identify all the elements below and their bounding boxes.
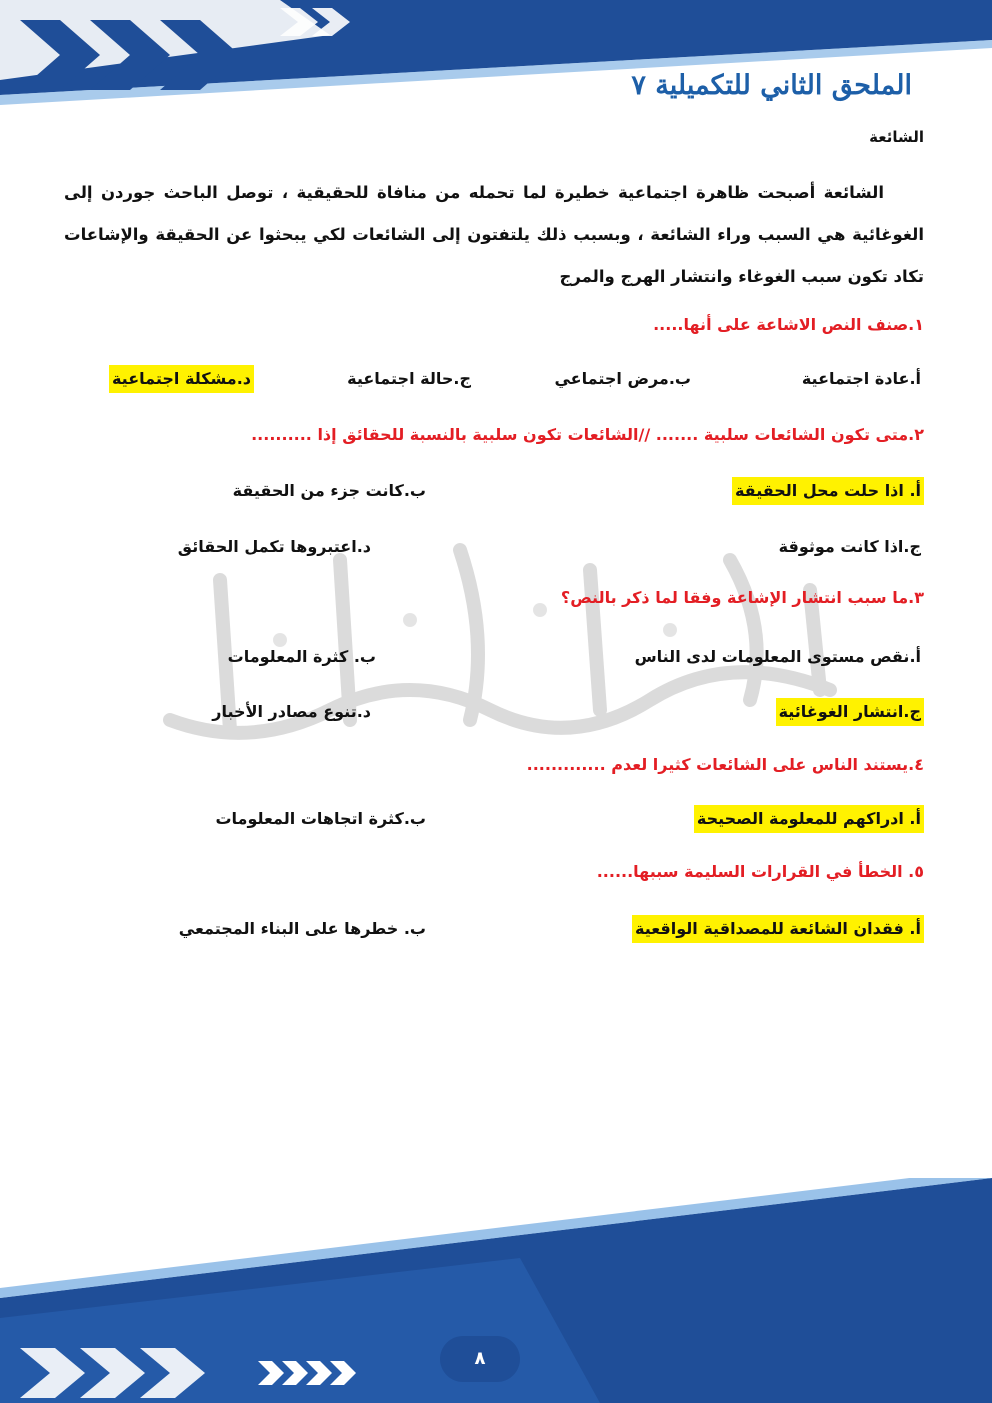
question-5-options bbox=[60, 915, 924, 949]
question-3-options-row2 bbox=[60, 698, 924, 732]
page-title: الملحق الثاني للتكميلية ٧ bbox=[631, 70, 912, 101]
option-a-highlighted[interactable]: أ. اذا حلت محل الحقيقة bbox=[732, 477, 924, 505]
question-2-options-row2 bbox=[60, 533, 924, 567]
option-c-highlighted[interactable]: ج.انتشار الغوغائية bbox=[776, 698, 924, 726]
option-a[interactable]: أ.نقص مستوى المعلومات لدى الناس bbox=[634, 647, 921, 666]
option-b[interactable]: ب.كانت جزء من الحقيقة bbox=[232, 481, 426, 500]
option-c[interactable]: ج.حالة اجتماعية bbox=[347, 369, 471, 388]
question-1: ١.صنف النص الاشاعة على أنها..... bbox=[653, 315, 924, 334]
option-b[interactable]: ب. كثرة المعلومات bbox=[227, 647, 376, 666]
page-number: ٨ bbox=[440, 1336, 520, 1382]
option-c[interactable]: ج.اذا كانت موثوقة bbox=[778, 537, 921, 556]
option-d[interactable]: د.اعتبروها تكمل الحقائق bbox=[177, 537, 371, 556]
question-3-options-row1 bbox=[60, 643, 924, 677]
question-4: ٤.يستند الناس على الشائعات كثيرا لعدم ............. bbox=[526, 755, 924, 774]
option-a[interactable]: أ.عادة اجتماعية bbox=[801, 369, 921, 388]
reading-passage: الشائعة أصبحت ظاهرة اجتماعية خطيرة لما تحمله من منافاة للحقيقية ، توصل الباحث جوردن إلى الغوغائية هي السبب وراء الشائعة ، وبسبب ذلك يلتفتون إلى الشائعات لكي يبحثوا عن الحقيقة والإشاعات تكاد تكون سبب الغوغاء وانتشار الهرج والمرج bbox=[64, 183, 924, 286]
question-2: ٢.متى تكون الشائعات سلبية ....... //الشائعات تكون سلبية بالنسبة للحقائق إذا .......... bbox=[251, 425, 924, 444]
option-a-highlighted[interactable]: أ. ادراكهم للمعلومة الصحيحة bbox=[694, 805, 924, 833]
question-2-options-row1 bbox=[60, 477, 924, 511]
question-5: ٥. الخطأ في القرارات السليمة سببها...... bbox=[596, 862, 924, 881]
question-3: ٣.ما سبب انتشار الإشاعة وفقا لما ذكر بالنص؟ bbox=[560, 588, 924, 607]
subject-heading: الشائعة bbox=[869, 128, 924, 146]
option-b[interactable]: ب. خطرها على البناء المجتمعي bbox=[178, 919, 426, 938]
option-a-highlighted[interactable]: أ. فقدان الشائعة للمصداقية الواقعية bbox=[632, 915, 924, 943]
option-b[interactable]: ب.مرض اجتماعي bbox=[554, 369, 691, 388]
option-b[interactable]: ب.كثرة اتجاهات المعلومات bbox=[215, 809, 426, 828]
question-1-options bbox=[60, 365, 924, 399]
option-d[interactable]: د.تنوع مصادر الأخبار bbox=[212, 702, 371, 721]
option-d-highlighted[interactable]: د.مشكلة اجتماعية bbox=[109, 365, 254, 393]
question-4-options bbox=[60, 805, 924, 839]
